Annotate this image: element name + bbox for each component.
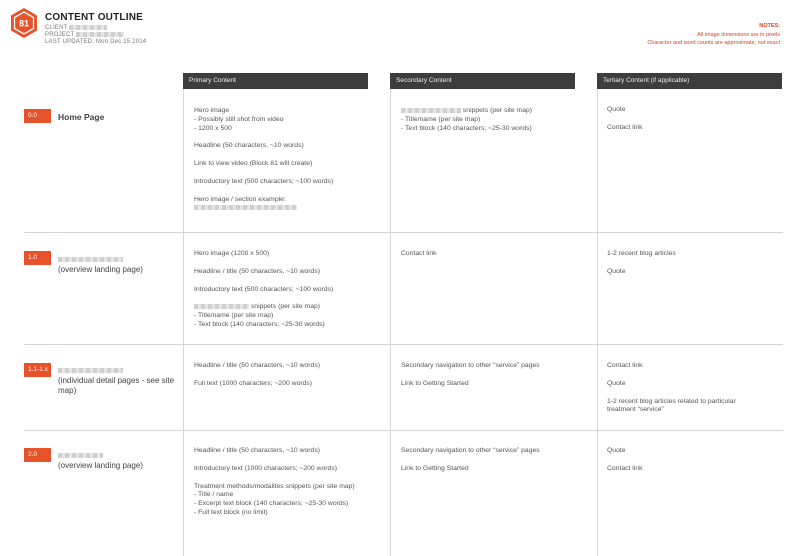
column-divider bbox=[597, 89, 598, 556]
project-redacted bbox=[76, 32, 124, 37]
client-redacted bbox=[69, 25, 107, 30]
primary-content-cell bbox=[194, 362, 359, 398]
notes bbox=[647, 22, 780, 48]
redacted-title bbox=[58, 453, 103, 458]
content-item: snippets (per site map) - Title/name (per site map) - Text block (140 characters; ~25-30 words) bbox=[194, 303, 325, 328]
column-header-secondary: Secondary Content bbox=[390, 73, 575, 89]
primary-content-cell bbox=[194, 107, 359, 213]
column-divider bbox=[183, 89, 184, 556]
secondary-content-cell bbox=[401, 362, 566, 398]
content-item: Contact link bbox=[607, 123, 643, 131]
redacted-text bbox=[401, 108, 461, 113]
section-badge: 0.0 bbox=[24, 109, 51, 123]
content-item: Hero image / section example: bbox=[194, 196, 359, 214]
content-item: Contact link bbox=[607, 464, 643, 472]
client-label: CLIENT bbox=[45, 25, 68, 32]
secondary-content-cell bbox=[401, 250, 566, 268]
content-item: Headline / title (50 characters, ~10 words) bbox=[194, 362, 320, 369]
secondary-content-cell bbox=[401, 107, 566, 142]
section-title: (overview landing page) bbox=[58, 255, 178, 275]
section-divider bbox=[24, 232, 783, 233]
tertiary-content-cell bbox=[607, 447, 772, 483]
content-item: Hero image - Possibly still shot from video - 1200 x 500 bbox=[194, 107, 284, 132]
redacted-title bbox=[58, 257, 123, 262]
content-item: Contact link bbox=[401, 250, 437, 257]
content-item: Quote bbox=[607, 106, 626, 113]
content-item: Headline / title (50 characters, ~10 words) bbox=[194, 267, 320, 275]
client-line bbox=[45, 25, 107, 31]
last-updated-label: LAST UPDATED: bbox=[45, 39, 95, 45]
redacted-text bbox=[194, 304, 249, 309]
tertiary-content-cell bbox=[607, 250, 772, 286]
content-item: Introductory text (500 characters; ~100 words) bbox=[194, 285, 334, 293]
column-header-primary: Primary Content bbox=[183, 73, 368, 89]
section-divider bbox=[24, 344, 783, 345]
content-item: Full text (1000 characters; ~200 words) bbox=[194, 379, 313, 387]
project-label: PROJECT bbox=[45, 32, 75, 39]
content-item: Headline / title (50 characters, ~10 words) bbox=[194, 447, 320, 454]
last-updated-value: Mon Dec 15 2014 bbox=[95, 39, 147, 45]
secondary-content-cell bbox=[401, 447, 566, 483]
content-item: 1-2 recent blog articles bbox=[607, 250, 676, 257]
section-badge: 2.0 bbox=[24, 448, 51, 462]
content-item: Quote bbox=[607, 447, 626, 454]
tertiary-content-cell bbox=[607, 106, 772, 142]
section-title: (individual detail pages - see site map) bbox=[58, 366, 176, 396]
column-header-tertiary: Tertiary Content (if applicable) bbox=[597, 73, 782, 89]
content-item: 1-2 recent blog articles related to particular treatment “service” bbox=[607, 397, 736, 414]
content-item: Secondary navigation to other “service” pages bbox=[401, 362, 540, 369]
content-item: Quote bbox=[607, 379, 626, 387]
project-line bbox=[45, 32, 124, 38]
primary-content-cell bbox=[194, 250, 359, 330]
content-item: Secondary navigation to other “service” pages bbox=[401, 447, 540, 454]
notes-line: Character and word counts are approximate, not exact bbox=[647, 40, 780, 46]
tertiary-content-cell bbox=[607, 362, 757, 424]
block81-logo bbox=[10, 7, 38, 39]
content-item: Contact link bbox=[607, 362, 643, 369]
content-item: Headline (50 characters, ~10 words) bbox=[194, 142, 304, 150]
example-redacted bbox=[194, 205, 297, 210]
notes-title: NOTES: bbox=[759, 23, 780, 29]
section-title: (overview landing page) bbox=[58, 451, 178, 471]
notes-line: All image dimensions are in pixels bbox=[697, 31, 780, 38]
primary-content-cell bbox=[194, 447, 359, 518]
redacted-title bbox=[58, 368, 123, 373]
section-badge: 1.1-1.x bbox=[24, 363, 51, 377]
section-divider bbox=[24, 430, 783, 431]
content-item: Treatment methods/modalites snippets (per site map) - Title / name - Excerpt text block (140 characters; ~25-30 words) - Full text block (no limit) bbox=[194, 482, 355, 516]
content-item: Hero image (1200 x 500) bbox=[194, 250, 270, 257]
content-item: Introductory text (500 characters; ~100 words) bbox=[194, 177, 334, 185]
content-item: Introductory text (1000 characters; ~200 words) bbox=[194, 464, 337, 472]
content-item: Link to view video (Block 81 will create) bbox=[194, 160, 313, 168]
page-title: CONTENT OUTLINE bbox=[45, 12, 143, 23]
content-item: snippets (per site map) - Title/name (per site map) - Text block (140 characters; ~25-30 words) bbox=[401, 107, 533, 132]
section-badge: 1.0 bbox=[24, 251, 51, 265]
column-divider bbox=[390, 89, 391, 556]
last-updated-line bbox=[45, 39, 146, 45]
content-item: Quote bbox=[607, 267, 626, 275]
content-item: Link to Getting Started bbox=[401, 464, 469, 472]
section-title: Home Page bbox=[58, 112, 105, 122]
logo-text: 81 bbox=[18, 18, 30, 29]
content-item: Link to Getting Started bbox=[401, 379, 469, 387]
